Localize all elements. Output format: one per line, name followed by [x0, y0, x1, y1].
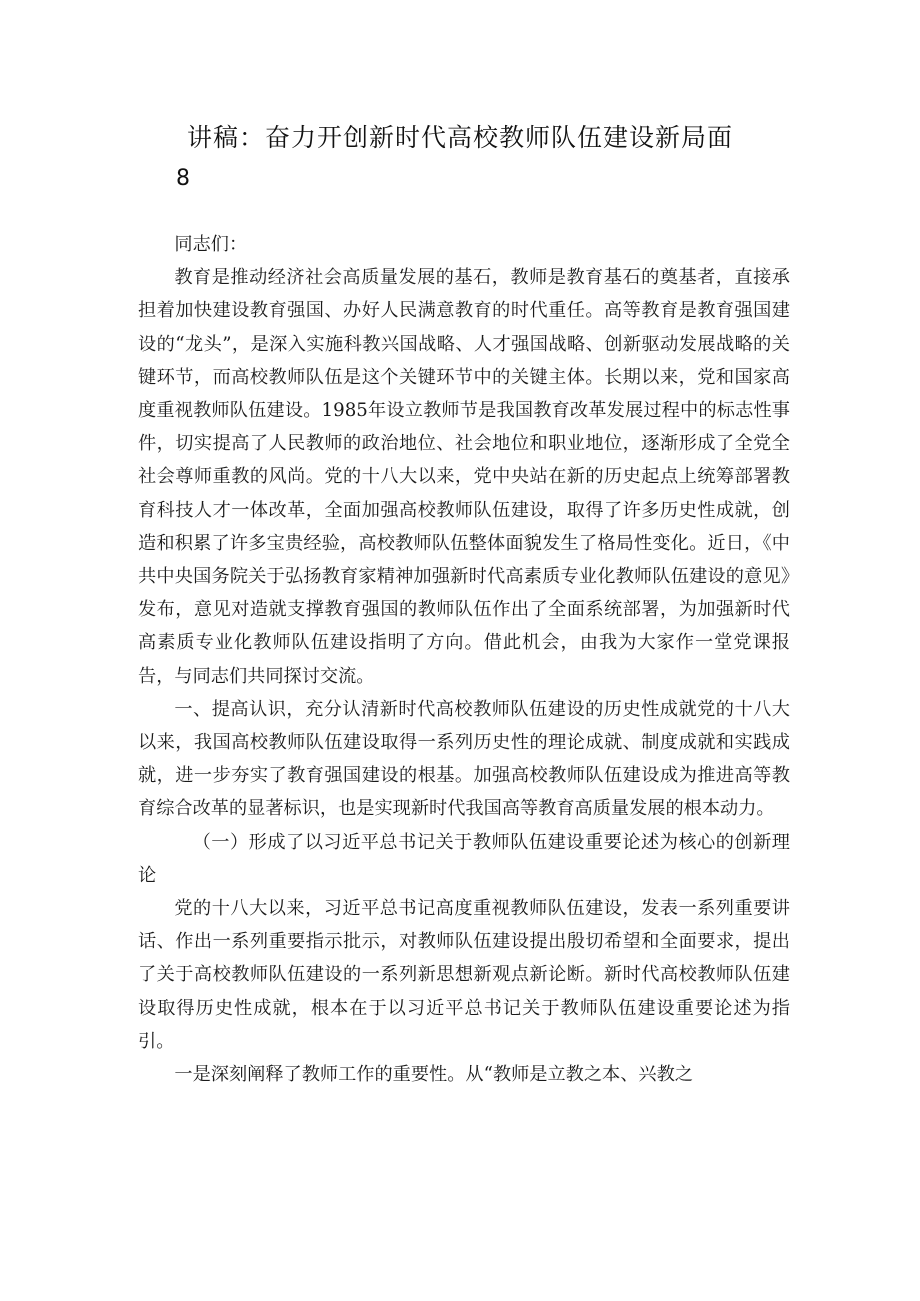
salutation: 同志们：: [174, 234, 248, 255]
paragraph-section-one: 一、提高认识，充分认清新时代高校教师队伍建设的历史性成就党的十八大以来，我国高校教师队伍建设取得一系列历史性的理论成就、制度成就和实践成就，进一步夯实了教育强国建设的根基。加强高校教师队伍建设成为推进高等教育综合改革的显著标识，也是实现新时代我国高等教育高质量发展的根本动力。: [138, 698, 790, 820]
paragraph-point-one: 一是深刻阐释了教师工作的重要性。从“教师是立教之本、兴教之: [174, 1064, 693, 1086]
document-title: 讲稿：奋力开创新时代高校教师队伍建设新局面: [186, 123, 733, 152]
paragraph-theory: 党的十八大以来，习近平总书记高度重视教师队伍建设，发表一系列重要讲话、作出一系列重要指示批示，对教师队伍建设提出殷切希望和全面要求，提出了关于高校教师队伍建设的一系列新思想新观点新论断。新时代高校教师队伍建设取得历史性成就，根本在于以习近平总书记关于教师队伍建设重要论述为指引。: [138, 898, 790, 1052]
document-body: [138, 228, 790, 1091]
sub-heading-one: （一）形成了以习近平总书记关于教师队伍建设重要论述为核心的创新理论: [138, 831, 790, 886]
paragraph-intro: 教育是推动经济社会高质量发展的基石，教师是教育基石的奠基者，直接承担着加快建设教育强国、办好人民满意教育的时代重任。高等教育是教育强国建设的“龙头”，是深入实施科教兴国战略、人才强国战略、创新驱动发展战略的关键环节，而高校教师队伍是这个关键环节中的关键主体。长期以来，党和国家高度重视教师队伍建设。1985年设立教师节是我国教育改革发展过程中的标志性事件，切实提高了人民教师的政治地位、社会地位和职业地位，逐渐形成了全党全社会尊师重教的风尚。党的十八大以来，党中央站在新的历史起点上统筹部署教育科技人才一体改革，全面加强高校教师队伍建设，取得了许多历史性成就，创造和积累了许多宝贵经验，高校教师队伍整体面貌发生了格局性变化。近日，《中共中央国务院关于弘扬教育家精神加强新时代高素质专业化教师队伍建设的意见》发布，意见对造就支撑教育强国的教师队伍作出了全面系统部署，为加强新时代高素质专业化教师队伍建设指明了方向。借此机会，由我为大家作一堂党课报告，与同志们共同探讨交流。: [138, 267, 790, 687]
title-suffix: 8: [176, 166, 190, 191]
